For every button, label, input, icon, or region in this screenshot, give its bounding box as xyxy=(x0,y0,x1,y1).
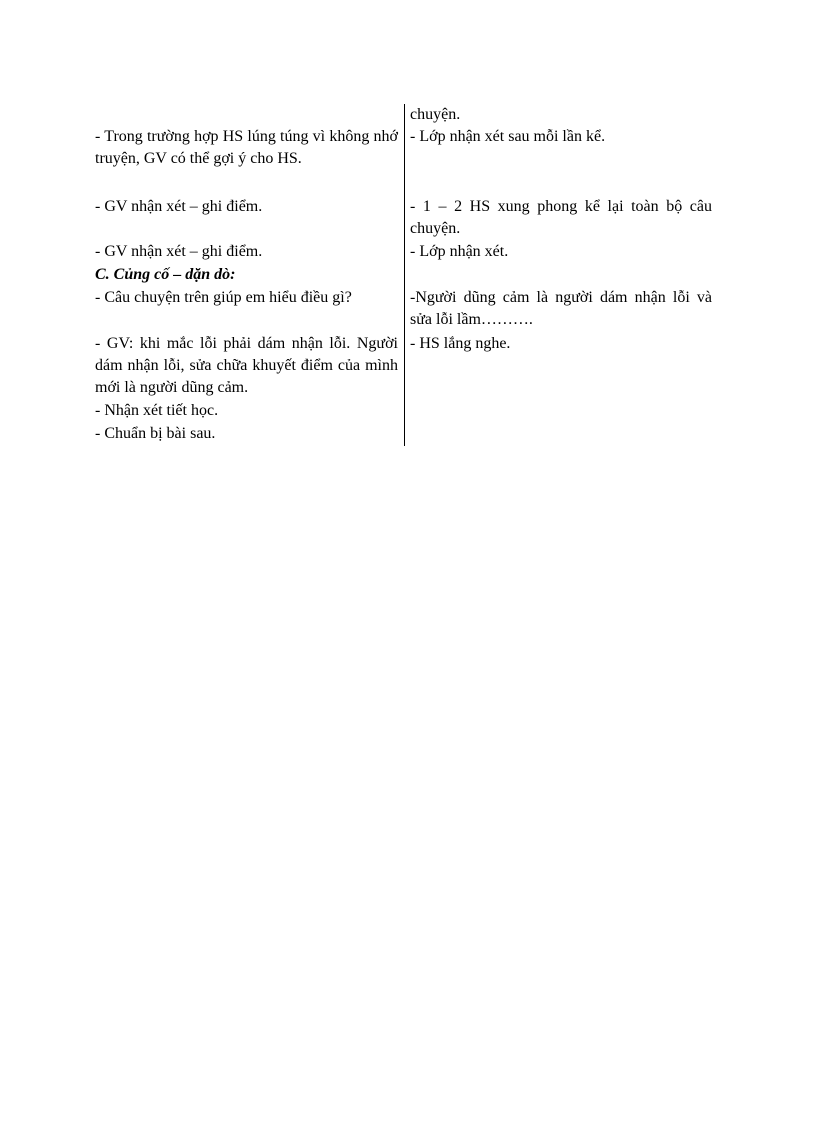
teacher-activity-cell: - GV nhận xét – ghi điểm. xyxy=(95,243,263,260)
teacher-activity-cell: - GV nhận xét – ghi điểm. xyxy=(95,198,263,215)
teacher-activity-cell: - Trong trường hợp HS lúng túng vì không nhớ truyện, GV có thể gợi ý cho HS. xyxy=(95,128,398,167)
student-activity-cell: chuyện. xyxy=(410,106,461,123)
teacher-activity-cell: - Chuẩn bị bài sau. xyxy=(95,425,216,442)
teacher-activity-cell: - GV: khi mắc lỗi phải dám nhận lỗi. Người dám nhận lỗi, sửa chữa khuyết điểm của mình mới là người dũng cảm. xyxy=(95,335,398,396)
student-activity-cell: - Lớp nhận xét. xyxy=(410,243,509,260)
student-activity-cell: - Lớp nhận xét sau mỗi lần kể. xyxy=(410,128,606,145)
student-activity-cell: - HS lắng nghe. xyxy=(410,335,511,352)
student-activity-cell: - 1 – 2 HS xung phong kể lại toàn bộ câu chuyện. xyxy=(410,198,712,237)
column-divider xyxy=(404,104,405,446)
section-heading: C. Củng cố – dặn dò: xyxy=(95,266,236,283)
teacher-activity-cell: - Nhận xét tiết học. xyxy=(95,402,219,419)
student-activity-cell: -Người dũng cảm là người dám nhận lỗi và sửa lỗi lầm………. xyxy=(410,289,712,328)
teacher-activity-cell: - Câu chuyện trên giúp em hiểu điều gì? xyxy=(95,289,352,306)
